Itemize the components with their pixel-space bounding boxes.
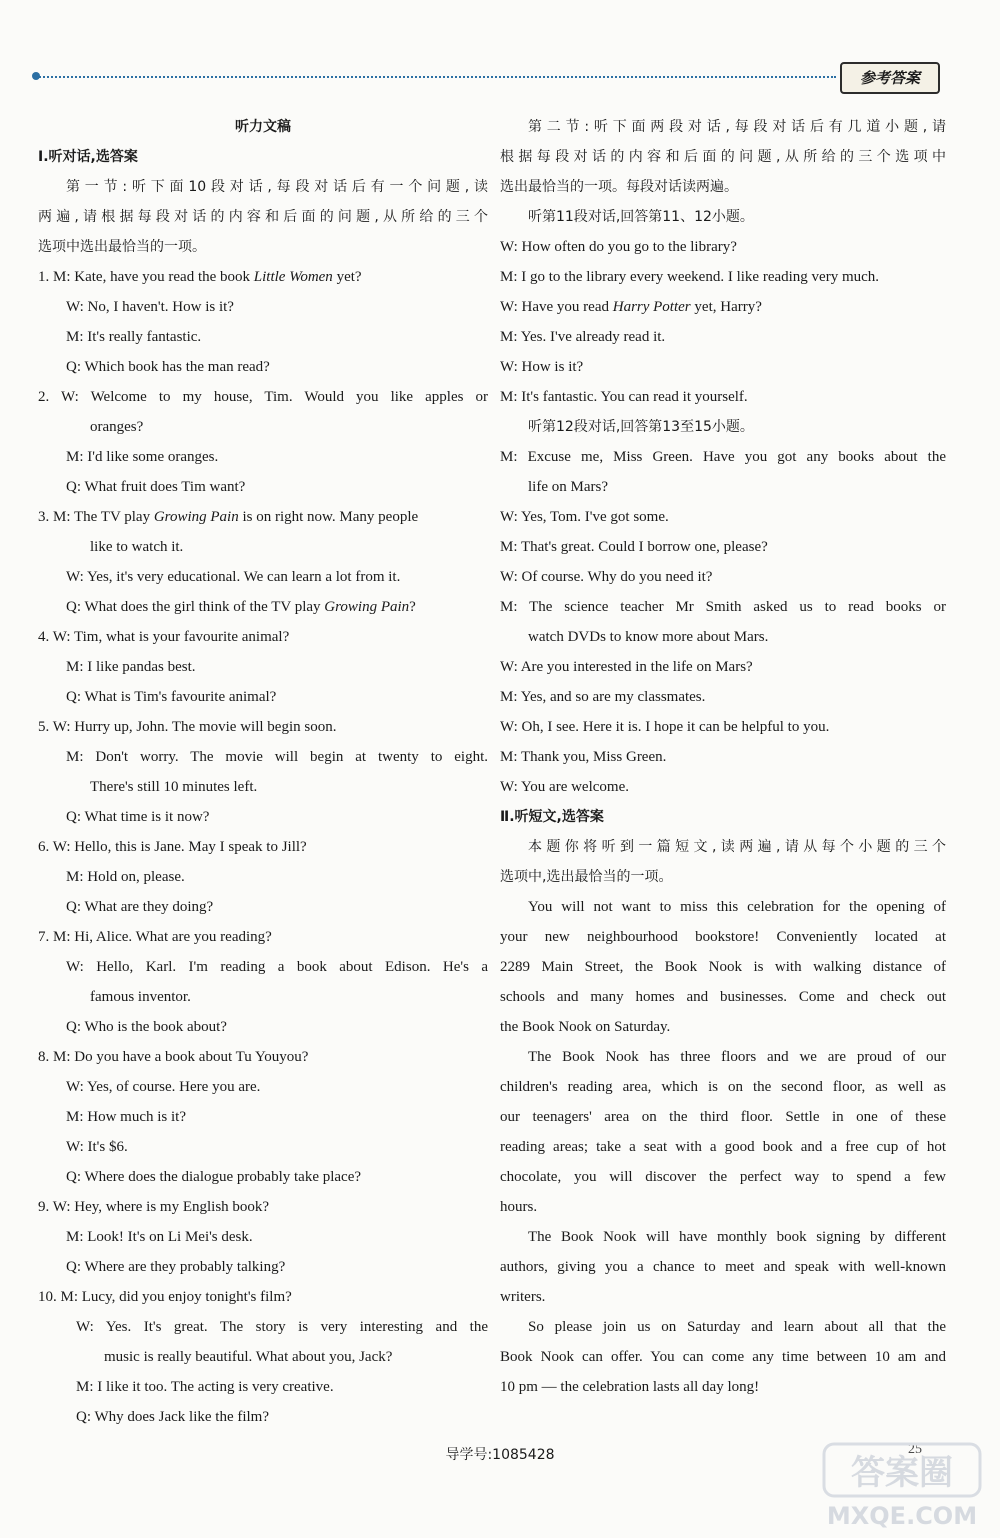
dialogue-line: M: Thank you, Miss Green. (500, 749, 667, 765)
dialogue-line: M: It's really fantastic. (66, 329, 202, 345)
dialogue-line: 4. W: Tim, what is your favourite animal? (38, 629, 290, 645)
left-column (38, 112, 488, 1432)
dialogue-line: M: Look! It's on Li Mei's desk. (66, 1229, 253, 1245)
dialogue-line: W: How is it? (500, 359, 584, 375)
watermark-url: MXQE.COM (826, 1502, 978, 1530)
question-line: Q: What time is it now? (66, 809, 210, 825)
instruction-line: 选项中,选出最恰当的一项。 (500, 869, 673, 885)
passage-line: children's reading area, which is on the second floor, as well as (500, 1079, 946, 1095)
dialogue-line: M: The science teacher Mr Smith asked us to read books or (500, 599, 946, 615)
passage-line: authors, giving you a chance to meet and speak with well-known (500, 1259, 946, 1275)
dialogue-line: W: Of course. Why do you need it? (500, 569, 713, 585)
right-column (500, 112, 946, 1402)
dialogue-line: W: Yes. It's great. The story is very interesting and the (76, 1319, 488, 1335)
question-line: Q: What is Tim's favourite animal? (66, 689, 277, 705)
question-line: Q: Where does the dialogue probably take place? (66, 1169, 362, 1185)
footer-code: 导学号:1085428 (445, 1447, 555, 1463)
tv-play-title: Growing Pain (153, 509, 239, 525)
instruction-line: 根据每段对话的内容和后面的问题,从所给的三个选项中 (500, 149, 946, 165)
passage-line: writers. (500, 1289, 546, 1305)
dialogue-line: 1. M: Kate, have you read the book Little Women yet? (38, 269, 362, 285)
passage-line: the Book Nook on Saturday. (500, 1019, 671, 1035)
dialogue-line: M: How much is it? (66, 1109, 186, 1125)
dialogue-line: W: How often do you go to the library? (500, 239, 737, 255)
dialogue-line: like to watch it. (90, 539, 184, 555)
dialogue-line: M: I go to the library every weekend. I like reading very much. (500, 269, 880, 285)
dialogue-line: W: Yes, of course. Here you are. (66, 1079, 261, 1095)
tv-play-title: Growing Pain (324, 599, 410, 615)
dialogue-line: M: Excuse me, Miss Green. Have you got any books about the (500, 449, 946, 465)
dialogue-line: M: I like it too. The acting is very creative. (76, 1379, 334, 1395)
dialogue-line: W: Yes, Tom. I've got some. (500, 509, 669, 525)
dialogue-line: W: Oh, I see. Here it is. I hope it can be helpful to you. (500, 719, 830, 735)
passage-line: 2289 Main Street, the Book Nook is with walking distance of (500, 959, 946, 975)
question-line: Q: Where are they probably talking? (66, 1259, 286, 1275)
dialogue-line: W: Have you read Harry Potter yet, Harry? (500, 299, 762, 315)
dialogue-line: 10. M: Lucy, did you enjoy tonight's film? (38, 1289, 292, 1305)
question-line: Q: Why does Jack like the film? (76, 1409, 270, 1425)
passage-line: You will not want to miss this celebration for the opening of (528, 899, 946, 915)
passage-line: our teenagers' area on the third floor. Settle in one of these (500, 1109, 946, 1125)
passage-line: The Book Nook has three floors and we are proud of our (528, 1049, 946, 1065)
instruction-line: 第一节:听下面10段对话,每段对话后有一个问题,读 (66, 179, 488, 195)
dialogue-line: oranges? (90, 419, 144, 435)
dialogue-line: W: No, I haven't. How is it? (66, 299, 234, 315)
passage-line: chocolate, you will discover the perfect way to spend a few (500, 1169, 946, 1185)
dialogue-line: W: Are you interested in the life on Mars? (500, 659, 753, 675)
passage-line: hours. (500, 1199, 538, 1215)
dialogue-line: W: It's $6. (66, 1139, 128, 1155)
dialogue-line: 2. W: Welcome to my house, Tim. Would you like apples or (38, 389, 488, 405)
question-line: Q: Who is the book about? (66, 1019, 227, 1035)
dialogue-line: famous inventor. (90, 989, 191, 1005)
dialogue-line: M: Yes. I've already read it. (500, 329, 666, 345)
instruction-line: 选项中选出最恰当的一项。 (38, 239, 206, 255)
dialogue-intro: 听第12段对话,回答第13至15小题。 (528, 419, 754, 435)
passage-line: The Book Nook will have monthly book signing by different (528, 1229, 946, 1245)
dialogue-line: M: It's fantastic. You can read it yourself. (500, 389, 748, 405)
book-title: Little Women (253, 269, 333, 285)
passage-line: your new neighbourhood bookstore! Conveniently located at (500, 929, 946, 945)
dialogue-line: life on Mars? (528, 479, 608, 495)
passage-line: schools and many homes and businesses. Come and check out (500, 989, 946, 1005)
dialogue-line: 7. M: Hi, Alice. What are you reading? (38, 929, 272, 945)
question-line: Q: Which book has the man read? (66, 359, 270, 375)
dialogue-line: 8. M: Do you have a book about Tu Youyou? (38, 1049, 309, 1065)
dialogue-line: 9. W: Hey, where is my English book? (38, 1199, 270, 1215)
passage-line: 10 pm — the celebration lasts all day long! (500, 1379, 760, 1395)
page-title: 听力文稿 (235, 119, 291, 135)
dialogue-line: 6. W: Hello, this is Jane. May I speak to Jill? (38, 839, 307, 855)
instruction-line: 本题你将听到一篇短文,读两遍,请从每个小题的三个 (528, 839, 946, 855)
header-rule (36, 76, 836, 78)
dialogue-line: M: That's great. Could I borrow one, please? (500, 539, 768, 555)
section-heading-2: Ⅱ.听短文,选答案 (500, 809, 604, 825)
dialogue-line: 5. W: Hurry up, John. The movie will begin soon. (38, 719, 337, 735)
instruction-line: 两遍,请根据每段对话的内容和后面的问题,从所给的三个 (38, 209, 488, 225)
dialogue-line: M: I'd like some oranges. (66, 449, 219, 465)
question-line: Q: What does the girl think of the TV play Growing Pain? (66, 599, 416, 615)
dialogue-line: W: Hello, Karl. I'm reading a book about Edison. He's a (66, 959, 488, 975)
dialogue-line: There's still 10 minutes left. (90, 779, 258, 795)
dialogue-line: M: Don't worry. The movie will begin at twenty to eight. (66, 749, 488, 765)
book-title: Harry Potter (612, 299, 691, 315)
instruction-line: 选出最恰当的一项。每段对话读两遍。 (500, 179, 738, 195)
watermark-text: 答案圈 (851, 1453, 953, 1493)
dialogue-line: 3. M: The TV play Growing Pain is on right now. Many people (38, 509, 419, 525)
dialogue-line: M: Hold on, please. (66, 869, 185, 885)
page-number: 25 (908, 1442, 922, 1457)
dialogue-line: W: You are welcome. (500, 779, 629, 795)
dialogue-line: M: Yes, and so are my classmates. (500, 689, 706, 705)
question-line: Q: What are they doing? (66, 899, 214, 915)
question-line: Q: What fruit does Tim want? (66, 479, 246, 495)
passage-line: reading areas; take a seat with a good book and a free cup of hot (500, 1139, 946, 1155)
dialogue-line: M: I like pandas best. (66, 659, 196, 675)
dialogue-line: W: Yes, it's very educational. We can learn a lot from it. (66, 569, 401, 585)
instruction-line: 第二节:听下面两段对话,每段对话后有几道小题,请 (528, 119, 946, 135)
watermark-logo (820, 1438, 990, 1534)
passage-line: Book Nook can offer. You can come any time between 10 am and (500, 1349, 946, 1365)
header-badge: 参考答案 (840, 62, 940, 94)
passage-line: So please join us on Saturday and learn about all that the (528, 1319, 946, 1335)
dialogue-line: watch DVDs to know more about Mars. (528, 629, 769, 645)
dialogue-line: music is really beautiful. What about you, Jack? (104, 1349, 393, 1365)
dialogue-intro: 听第11段对话,回答第11、12小题。 (528, 209, 754, 225)
section-heading-1: Ⅰ.听对话,选答案 (38, 149, 138, 165)
